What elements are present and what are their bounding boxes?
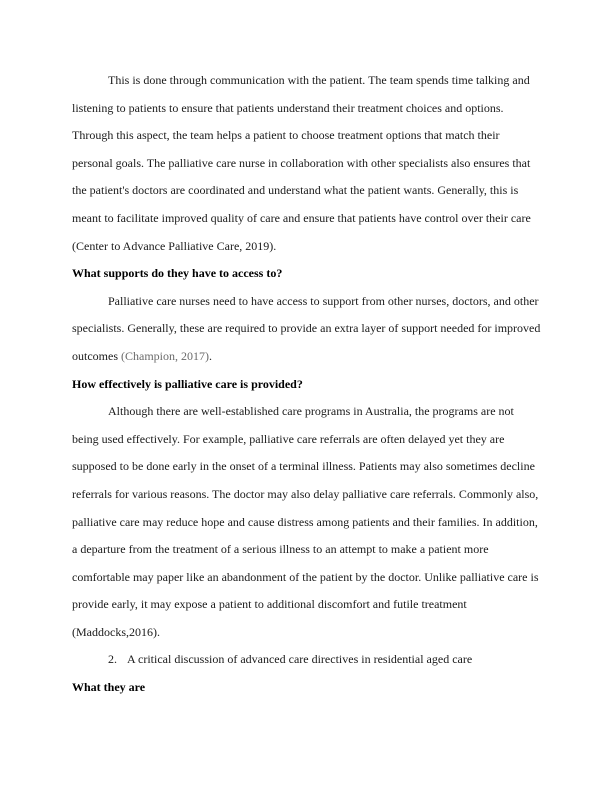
numbered-list-item <box>72 646 542 674</box>
paragraph-supports <box>72 288 542 371</box>
heading-supports: What supports do they have to access to? <box>72 266 283 281</box>
paragraph-supports-end: . <box>209 348 212 363</box>
document-body <box>72 67 542 702</box>
list-item-number: 2. <box>108 652 117 667</box>
citation-champion: (Champion, 2017) <box>121 348 209 363</box>
heading-what-they-are: What they are <box>72 680 146 695</box>
list-item-text: A critical discussion of advanced care directives in residential aged care <box>127 652 473 667</box>
heading-effectiveness: How effectively is palliative care is provided? <box>72 376 303 391</box>
paragraph-effectiveness: Although there are well-established care programs in Australia, the programs are not being used effectively. For example, palliative care referrals are often delayed yet they are supposed to be done early in the onset of a terminal illness. Patients may also sometimes decline referrals for various reasons. The doctor may also delay palliative care referrals. Commonly also, palliative care may reduce hope and cause distress among patients and their families. In addition, a departure from the treatment of a serious illness to an attempt to make a patient more comfortable may paper like an abandonment of the patient by the doctor. Unlike palliative care is provide early, it may expose a patient to additional discomfort and futile treatment (Maddocks,2016). <box>72 404 539 639</box>
paragraph-supports-text: Palliative care nurses need to have access to support from other nurses, doctors, and other specialists. Generally, these are required to provide an extra layer of support needed for improved outcomes <box>72 293 541 363</box>
paragraph-communication: This is done through communication with the patient. The team spends time talking and listening to patients to ensure that patients understand their treatment choices and options. Through this aspect, the team helps a patient to choose treatment options that match their personal goals. The palliative care nurse in collaboration with other specialists also ensures that the patient's doctors are coordinated and understand what the patient wants. Generally, this is meant to facilitate improved quality of care and ensure that patients have control over their care (Center to Advance Palliative Care, 2019). <box>72 73 531 253</box>
